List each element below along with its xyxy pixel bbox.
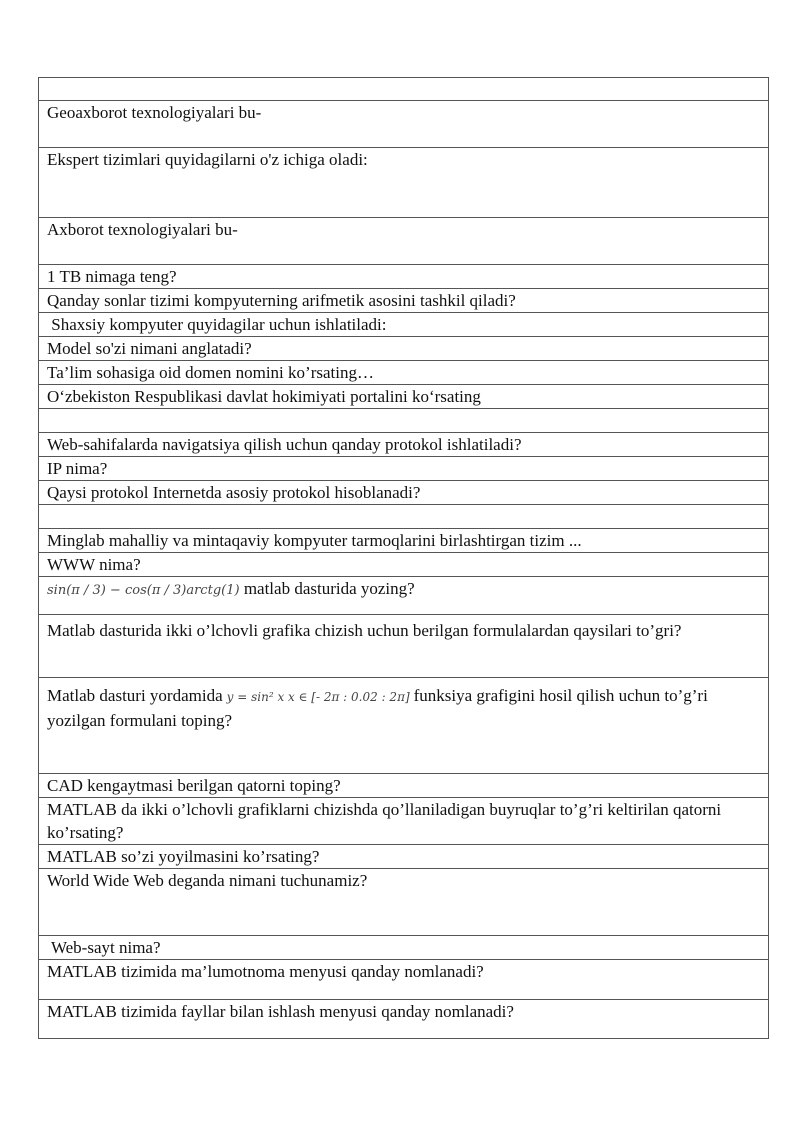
trig-formula: sin(π / 3) − cos(π / 3)arctg(1) [47, 583, 240, 598]
sine-squared-formula: y = sin² x x ∈ [- 2π : 0.02 : 2π] [226, 690, 410, 704]
table-row [38, 337, 769, 361]
question-text: Web-sayt nima? [47, 938, 161, 957]
question-text: 1 TB nimaga teng? [47, 267, 177, 286]
table-row [38, 553, 769, 577]
question-text: Matlab dasturi yordamida [47, 686, 223, 705]
question-text: CAD kengaytmasi berilgan qatorni toping? [47, 776, 341, 795]
table-row [38, 361, 769, 385]
table-row [38, 433, 769, 457]
table-row [38, 678, 769, 774]
table-row [38, 936, 769, 960]
question-text: Shaxsiy kompyuter quyidagilar uchun ishlatiladi: [47, 315, 387, 334]
table-row [38, 505, 769, 529]
question-text: Axborot texnologiyalari bu- [47, 220, 238, 239]
question-text: MATLAB da ikki o’lchovli grafiklarni chizishda qo’llaniladigan buyruqlar to’g’ri keltirilan qatorni ko’rsating? [47, 800, 722, 842]
question-text: MATLAB so’zi yoyilmasini ko’rsating? [47, 847, 320, 866]
table-row [38, 313, 769, 337]
question-text: Geoaxborot texnologiyalari bu- [47, 103, 262, 122]
question-text: MATLAB tizimida fayllar bilan ishlash menyusi qanday nomlanadi? [47, 1002, 514, 1021]
question-text: Ta’lim sohasiga oid domen nomini ko’rsating… [47, 363, 374, 382]
question-text: Ekspert tizimlari quyidagilarni o'z ichiga oladi: [47, 150, 368, 169]
question-text: MATLAB tizimida ma’lumotnoma menyusi qanday nomlanadi? [47, 962, 484, 981]
table-row [38, 385, 769, 409]
table-row [38, 101, 769, 148]
question-text: Web-sahifalarda navigatsiya qilish uchun qanday protokol ishlatiladi? [47, 435, 522, 454]
table-row [38, 615, 769, 678]
table-row [38, 218, 769, 265]
question-text: World Wide Web deganda nimani tuchunamiz? [47, 871, 368, 890]
table-row [38, 77, 769, 101]
table-row [38, 148, 769, 218]
table-row [38, 798, 769, 845]
table-row [38, 1000, 769, 1039]
table-row [38, 265, 769, 289]
table-row [38, 409, 769, 433]
question-text: funksiya grafigini hosil qilish uchun to’g’ri yozilgan formulani toping? [47, 686, 708, 730]
question-text: Qanday sonlar tizimi kompyuterning arifmetik asosini tashkil qiladi? [47, 291, 516, 310]
question-text: Model so'zi nimani anglatadi? [47, 339, 252, 358]
question-text: matlab dasturida yozing? [243, 579, 415, 598]
table-row [38, 529, 769, 553]
table-row [38, 481, 769, 505]
table-row [38, 774, 769, 798]
table-row [38, 577, 769, 615]
question-text: Qaysi protokol Internetda asosiy protokol hisoblanadi? [47, 483, 421, 502]
table-row [38, 960, 769, 1000]
question-text: O‘zbekiston Respublikasi davlat hokimiyati portalini ko‘rsating [47, 387, 481, 406]
question-text: IP nima? [47, 459, 108, 478]
question-text: WWW nima? [47, 555, 141, 574]
question-text: Matlab dasturida ikki o’lchovli grafika chizish uchun berilgan formulalardan qaysilari to’gri? [47, 621, 682, 640]
questions-table [38, 77, 769, 1039]
table-row [38, 869, 769, 936]
table-row [38, 289, 769, 313]
table-row [38, 845, 769, 869]
question-text: Minglab mahalliy va mintaqaviy kompyuter tarmoqlarini birlashtirgan tizim ... [47, 531, 582, 550]
table-row [38, 457, 769, 481]
